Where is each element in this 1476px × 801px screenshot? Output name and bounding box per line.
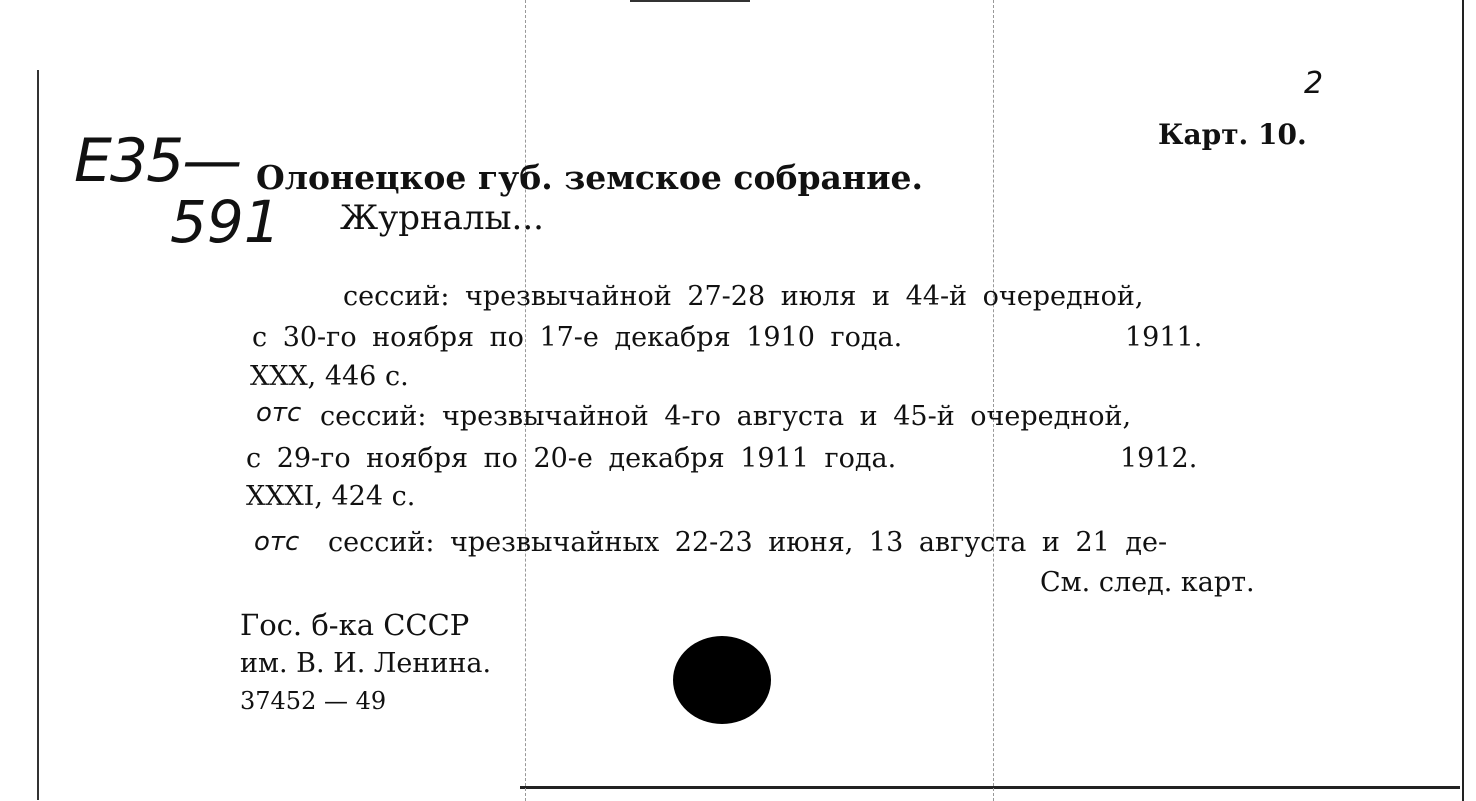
entry-3-handwritten-marker: отс xyxy=(254,527,300,557)
handwritten-shelfmark-top: E35— xyxy=(74,126,241,196)
entry-1-pages: XXX, 446 с. xyxy=(250,361,409,392)
entry-2-pages: XXXI, 424 с. xyxy=(246,481,416,512)
library-stamp-line-1: Гос. б-ка СССР xyxy=(240,608,470,642)
punch-hole xyxy=(673,636,771,724)
entry-3-line-1: сессий: чрезвычайных 22-23 июня, 13 августа и 21 де- xyxy=(328,527,1168,558)
entry-1-line-1: сессий: чрезвычайной 27-28 июля и 44-й очередной, xyxy=(343,281,1144,312)
bottom-edge-line xyxy=(520,786,1460,789)
entry-2-line-2: с 29-го ноября по 20-е декабря 1911 года. xyxy=(246,443,897,474)
continuation-note: См. след. карт. xyxy=(1040,567,1255,598)
card-label: Карт. 10. xyxy=(1158,118,1307,151)
handwritten-card-number: 2 xyxy=(1304,66,1324,101)
heading: Олонецкое губ. земское собрание. xyxy=(256,158,924,197)
handwritten-shelfmark-bottom: 591 xyxy=(170,188,281,256)
library-stamp-line-2: им. В. И. Ленина. xyxy=(240,648,492,679)
entry-2-line-1: сессий: чрезвычайной 4-го августа и 45-й очередной, xyxy=(320,401,1132,432)
entry-1-line-2: с 30-го ноября по 17-е декабря 1910 года. xyxy=(252,322,903,353)
entry-1-year: 1911. xyxy=(1125,322,1203,353)
left-edge-line xyxy=(37,70,39,800)
entry-2-handwritten-marker: отс xyxy=(256,398,302,428)
library-stamp-line-3: 37452 — 49 xyxy=(240,687,387,715)
right-edge-line xyxy=(1462,0,1464,801)
top-edge-mark xyxy=(630,0,750,2)
subheading: Журналы... xyxy=(340,198,544,238)
entry-2-year: 1912. xyxy=(1120,443,1198,474)
